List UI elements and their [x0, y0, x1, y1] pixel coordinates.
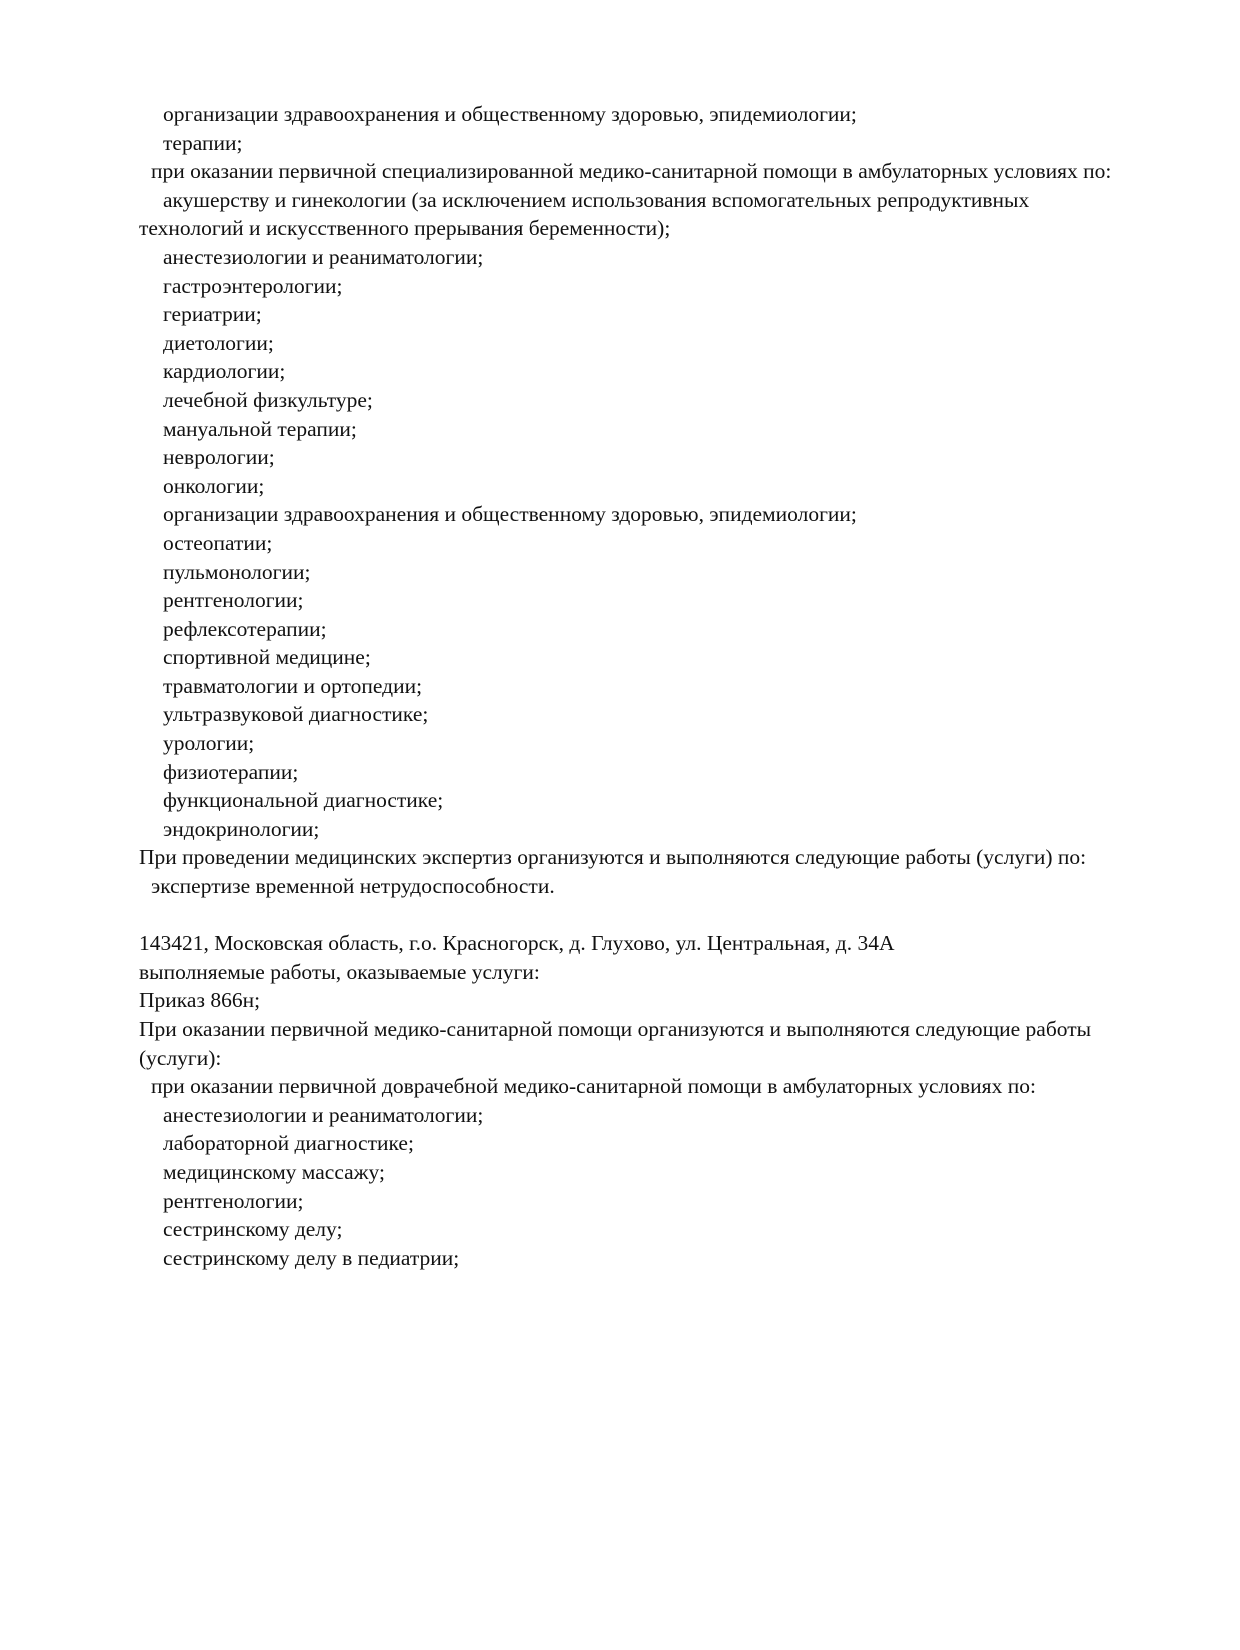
section-intro: при оказании первичной специализированной медико-санитарной помощи в амбулаторных условиях по:: [151, 159, 1112, 184]
list-item: организации здравоохранения и общественному здоровью, эпидемиологии;: [163, 502, 857, 527]
section-intro: при оказании первичной доврачебной медико-санитарной помощи в амбулаторных условиях по:: [151, 1074, 1036, 1099]
list-item: сестринскому делу в педиатрии;: [163, 1245, 460, 1270]
list-item: ультразвуковой диагностике;: [163, 702, 429, 727]
list-item: лечебной физкультуре;: [163, 387, 373, 412]
list-item: пульмонологии;: [163, 559, 311, 584]
address: 143421, Московская область, г.о. Красногорск, д. Глухово, ул. Центральная, д. 34А: [139, 931, 895, 956]
list-item: рефлексотерапии;: [163, 616, 327, 641]
list-item: травматологии и ортопедии;: [163, 673, 423, 698]
list-item: физиотерапии;: [163, 759, 299, 784]
list-item: рентгенологии;: [163, 1188, 304, 1213]
list-item: диетологии;: [163, 330, 274, 355]
list-item: медицинскому массажу;: [163, 1159, 385, 1184]
list-item: анестезиологии и реаниматологии;: [163, 244, 484, 269]
section-intro: При оказании первичной медико-санитарной помощи организуются и выполняются следующие работы (услуги):: [139, 1017, 1097, 1070]
list-item: кардиологии;: [163, 359, 286, 384]
list-item: спортивной медицине;: [163, 645, 371, 670]
list-item: мануальной терапии;: [163, 416, 357, 441]
list-item: сестринскому делу;: [163, 1217, 343, 1242]
works-label: выполняемые работы, оказываемые услуги:: [139, 959, 540, 984]
list-item: урологии;: [163, 731, 255, 756]
list-item: эндокринологии;: [163, 816, 320, 841]
spacer: [139, 901, 1129, 930]
list-item: гериатрии;: [163, 302, 262, 327]
list-item: экспертизе временной нетрудоспособности.: [151, 874, 555, 899]
document-page: [139, 100, 1129, 1272]
list-item: лабораторной диагностике;: [163, 1131, 414, 1156]
section-intro: При проведении медицинских экспертиз организуются и выполняются следующие работы (услуги) по:: [139, 845, 1087, 870]
list-item: организации здравоохранения и общественному здоровью, эпидемиологии;: [163, 102, 857, 126]
list-item: остеопатии;: [163, 530, 273, 555]
list-item: акушерству и гинекологии (за исключением использования вспомогательных репродуктивных технологий и искусственного прерывания беременности);: [139, 187, 1035, 241]
list-item: анестезиологии и реаниматологии;: [163, 1102, 484, 1127]
list-item: гастроэнтерологии;: [163, 273, 343, 298]
list-item: функциональной диагностике;: [163, 788, 444, 813]
list-item: онкологии;: [163, 473, 265, 498]
order-reference: Приказ 866н;: [139, 988, 261, 1013]
list-item: терапии;: [163, 130, 243, 155]
list-item: рентгенологии;: [163, 588, 304, 613]
list-item: неврологии;: [163, 445, 275, 470]
